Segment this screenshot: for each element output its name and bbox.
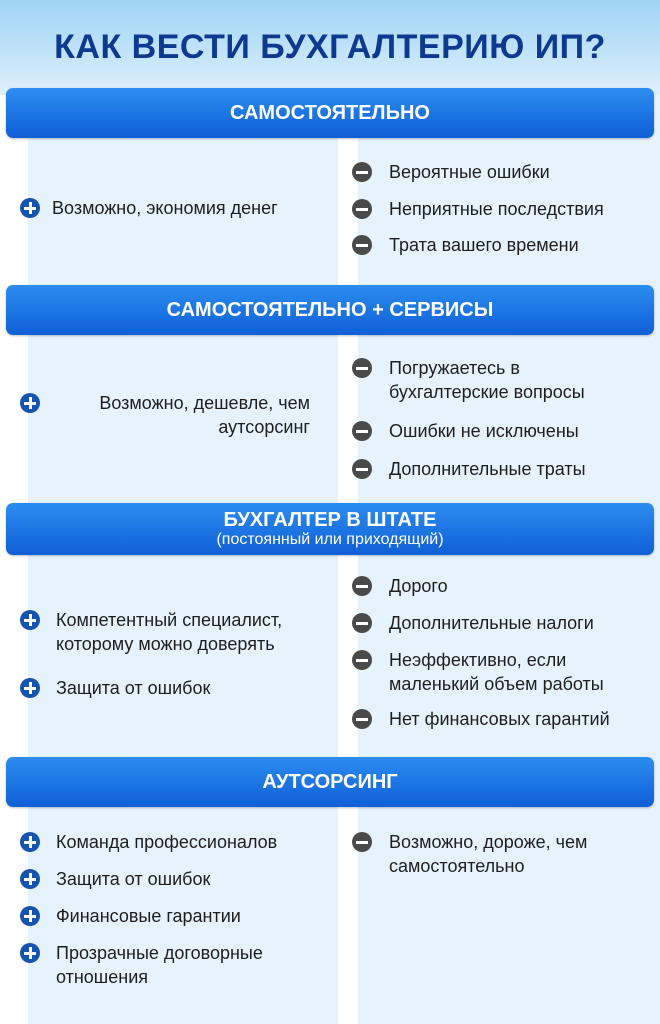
minus-circle-icon <box>352 613 372 633</box>
minus-circle-icon <box>352 421 372 441</box>
section-header-staff-accountant <box>6 503 654 555</box>
section-header-self <box>6 88 654 138</box>
plus-circle-icon <box>20 943 40 963</box>
section-heading: САМОСТОЯТЕЛЬНО + СЕРВИСЫ <box>166 299 494 321</box>
minus-circle-icon <box>352 832 372 852</box>
section-heading: САМОСТОЯТЕЛЬНО <box>230 102 430 124</box>
minus-circle-icon <box>352 709 372 729</box>
minus-circle-icon <box>352 235 372 255</box>
page-title: КАК ВЕСТИ БУХГАЛТЕРИЮ ИП? <box>0 0 660 95</box>
plus-circle-icon <box>20 869 40 889</box>
minus-circle-icon <box>352 459 372 479</box>
plus-circle-icon <box>20 198 40 218</box>
minus-circle-icon <box>352 358 372 378</box>
plus-circle-icon <box>20 610 40 630</box>
plus-circle-icon <box>20 678 40 698</box>
minus-circle-icon <box>352 199 372 219</box>
section-heading: БУХГАЛТЕР В ШТАТЕ <box>223 509 437 531</box>
minus-circle-icon <box>352 650 372 670</box>
minus-circle-icon <box>352 162 372 182</box>
section-heading: АУТСОРСИНГ <box>262 771 398 793</box>
section-subheading: (постоянный или приходящий) <box>216 531 444 548</box>
plus-circle-icon <box>20 832 40 852</box>
section-header-outsourcing <box>6 757 654 807</box>
section-header-self-services <box>6 285 654 335</box>
minus-circle-icon <box>352 576 372 596</box>
plus-circle-icon <box>20 393 40 413</box>
plus-circle-icon <box>20 906 40 926</box>
